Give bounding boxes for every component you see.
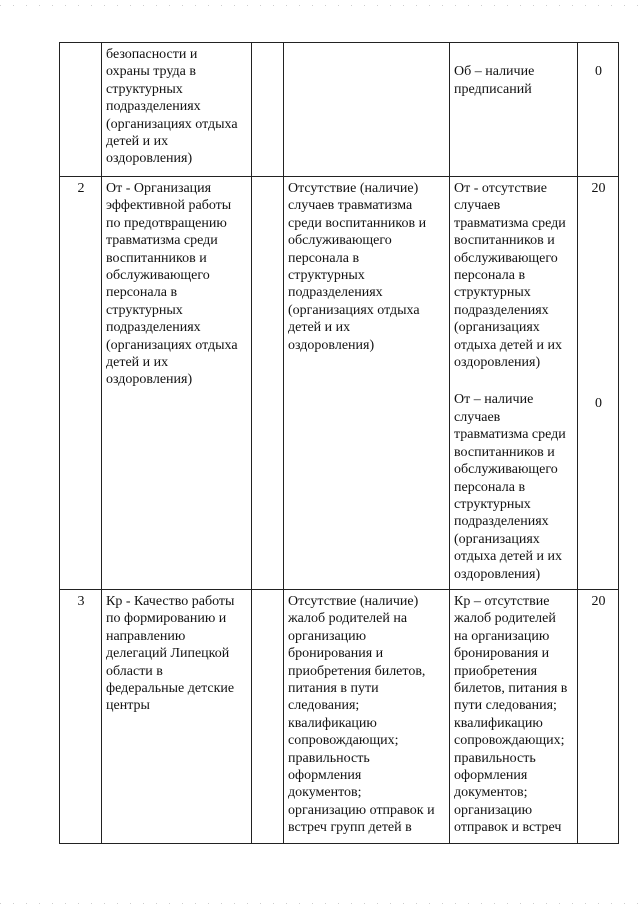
criteria-table: [59, 42, 619, 844]
criteria-text: Отсутствие (наличие) случаев травматизма среди воспитанников и обслуживающего персонала в структурных подразделениях (организациях отдыха детей и их оздоровления): [288, 181, 427, 353]
score-value: [578, 43, 618, 83]
blank-cell: [252, 590, 284, 844]
indicator-text: безопасности и охраны труда в структурных подразделениях (организациях отдыха детей и их оздоровления): [106, 47, 238, 167]
evaluation-cell: [450, 590, 578, 844]
row-number-cell: [60, 177, 102, 590]
score-value-absent: 20: [591, 181, 606, 196]
score-cell: [578, 590, 619, 844]
scan-edge-bottom: [0, 903, 640, 904]
row-number: 3: [77, 594, 85, 609]
criteria-cell: [284, 590, 450, 844]
indicator-cell: [102, 177, 252, 590]
score-value: 20: [591, 594, 606, 609]
table-row: [60, 590, 619, 844]
blank-cell: [252, 43, 284, 177]
evaluation-text: Кр – отсутствие жалоб родителей на организацию бронирования и приобретения билетов, питания в пути следования; квалификацию сопровождающих; правильность оформления документов; организацию отправок и встреч: [454, 594, 568, 836]
score-cell: [578, 177, 619, 590]
row-number: 2: [77, 181, 85, 196]
evaluation-cell: [450, 177, 578, 590]
evaluation-text-absent: От - отсутствие случаев травматизма среди воспитанников и обслуживающего персонала в структурных подразделениях (организациях отдыха детей и их оздоровления): [454, 181, 566, 371]
blank-cell: [252, 177, 284, 590]
criteria-text: Отсутствие (наличие) жалоб родителей на организацию бронирования и приобретения билетов, питания в пути следования; квалификацию сопровождающих; правильность оформления документов; организацию отправок и встреч групп детей в: [288, 594, 435, 836]
evaluation-text-present: От – наличие случаев травматизма среди воспитанников и обслуживающего персонала в структурных подразделениях (организациях отдыха детей и их оздоровления): [454, 392, 566, 582]
evaluation-text: Об – наличие предписаний: [454, 64, 535, 97]
row-number-cell: [60, 43, 102, 177]
criteria-text: [284, 43, 449, 48]
table-row: [60, 177, 619, 590]
indicator-cell: [102, 590, 252, 844]
criteria-cell: [284, 43, 450, 177]
evaluation-cell: [450, 43, 578, 177]
indicator-cell: [102, 43, 252, 177]
score-cell: [578, 43, 619, 177]
score-number: 0: [595, 64, 602, 80]
row-number: [60, 43, 101, 48]
indicator-text: От - Организация эффективной работы по предотвращению травматизма среди воспитанников и обслуживающего персонала в структурных подразделениях (организациях отдыха детей и их оздоровления): [106, 181, 238, 388]
score-value-present: 0: [595, 396, 602, 412]
indicator-text: Кр - Качество работы по формированию и направлению делегаций Липецкой области в федеральные детские центры: [106, 594, 235, 714]
scan-edge-top: [0, 5, 640, 6]
criteria-cell: [284, 177, 450, 590]
row-number-cell: [60, 590, 102, 844]
table-row: [60, 43, 619, 177]
